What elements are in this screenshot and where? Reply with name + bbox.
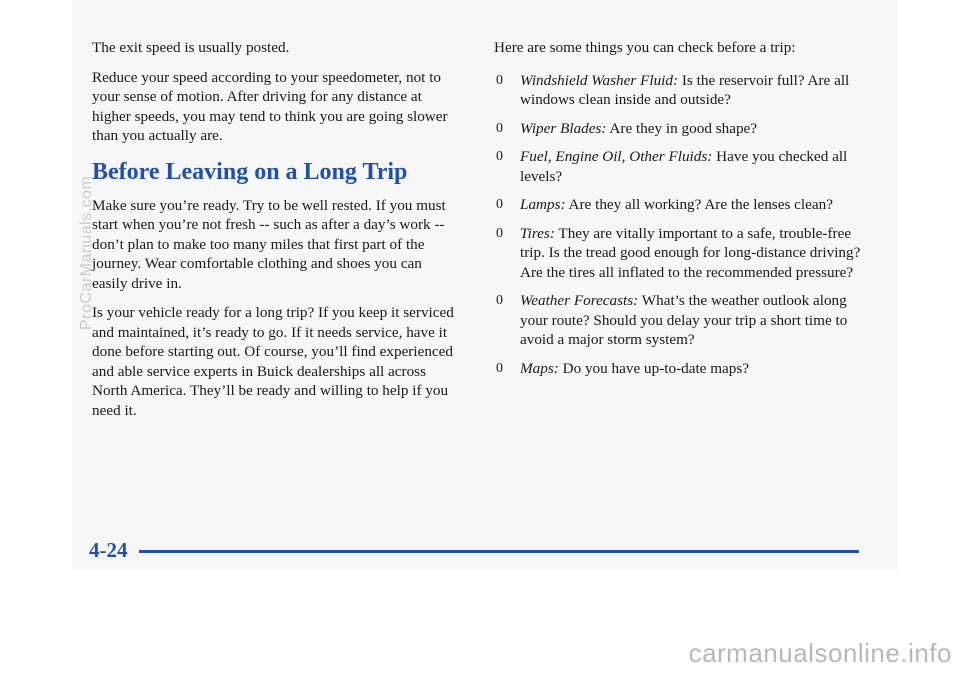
item-text: Is the reservoir full? Are all windows clean inside and outside? xyxy=(520,71,850,108)
bullet-icon: 0 xyxy=(496,225,503,241)
bullet-icon: 0 xyxy=(496,120,503,136)
bullet-icon: 0 xyxy=(496,72,503,88)
paragraph-be-ready: Make sure you’re ready. Try to be well rested. If you must start when you’re not fresh -- such as after a day’s work -- don’t plan to make too many miles that first part of the journey. Wear comfortable clothing and shoes you can easily drive in. xyxy=(92,196,446,292)
left-column xyxy=(92,38,454,430)
checklist xyxy=(494,71,866,379)
watermark-text: ProCarManuals.com xyxy=(78,175,95,330)
list-item xyxy=(494,291,866,350)
list-item xyxy=(494,195,866,215)
item-term: Lamps: xyxy=(520,196,566,213)
checklist-intro: Here are some things you can check before a trip: xyxy=(494,39,796,56)
item-term: Weather Forecasts: xyxy=(520,292,639,309)
item-term: Windshield Washer Fluid: xyxy=(520,71,679,89)
item-term: Fuel, Engine Oil, Other Fluids: xyxy=(520,148,713,165)
section-heading: Before Leaving on a Long Trip xyxy=(92,158,408,185)
list-item xyxy=(494,71,866,110)
bullet-icon: 0 xyxy=(496,360,503,376)
paragraph-reduce-speed: Reduce your speed according to your speedometer, not to your sense of motion. After driving for any distance at higher speeds, you may tend to think you are going slower than you actually are. xyxy=(92,68,448,144)
item-term: Tires: xyxy=(520,224,555,242)
list-item xyxy=(494,359,866,379)
paragraph-vehicle-ready: Is your vehicle ready for a long trip? If you keep it serviced and maintained, it’s ready to go. If it needs service, have it done before starting out. Of course, you’ll find experienced and able service experts in Buick dealerships all across North America. They’ll be ready and willing to help if you need it. xyxy=(92,304,454,419)
right-column xyxy=(494,38,866,387)
item-text: They are vitally important to a safe, trouble-free trip. Is the tread good enough for long-distance driving? Are the tires all inflated to the recommended pressure? xyxy=(520,224,861,281)
item-term: Wiper Blades: xyxy=(520,119,607,137)
list-item xyxy=(494,119,866,139)
footer-rule xyxy=(139,550,859,553)
item-text: Have you checked all levels? xyxy=(520,148,848,185)
item-text: What’s the weather outlook along your route? Should you delay your trip a short time to avoid a major storm system? xyxy=(520,292,848,348)
site-link[interactable]: carmanualsonline.info xyxy=(688,638,952,668)
page-footer xyxy=(89,538,859,562)
item-text: Are they in good shape? xyxy=(606,119,758,137)
bullet-icon: 0 xyxy=(496,197,503,212)
item-text: Are they all working? Are the lenses clean? xyxy=(565,196,833,213)
bullet-icon: 0 xyxy=(496,293,503,308)
list-item xyxy=(494,147,866,186)
paragraph-exit-speed: The exit speed is usually posted. xyxy=(92,39,290,56)
page-number: 4-24 xyxy=(89,538,128,562)
item-term: Maps: xyxy=(520,359,559,377)
list-item xyxy=(494,224,866,283)
item-text: Do you have up-to-date maps? xyxy=(558,359,750,377)
bullet-icon: 0 xyxy=(496,149,503,164)
